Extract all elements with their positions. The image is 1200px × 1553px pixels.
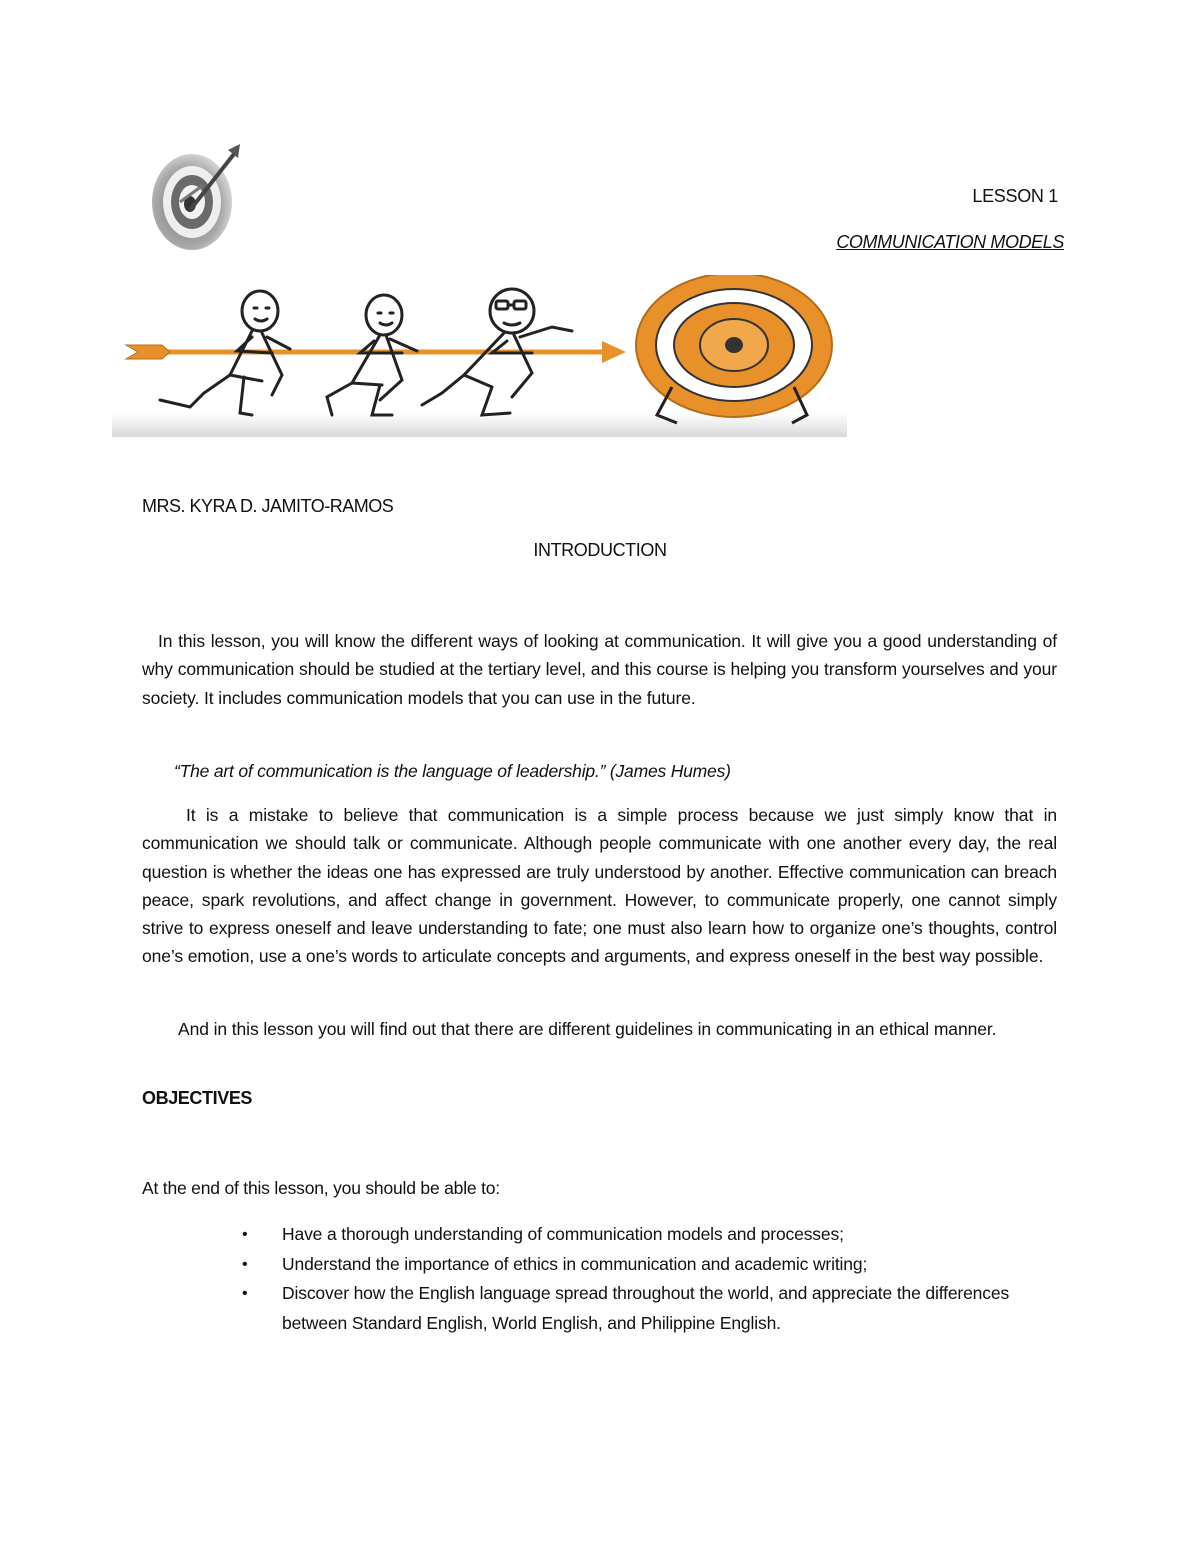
bullet-icon: • <box>242 1285 248 1302</box>
list-item <box>240 1279 1050 1338</box>
objectives-heading: OBJECTIVES <box>142 1088 253 1108</box>
lesson-title: COMMUNICATION MODELS <box>836 232 1064 252</box>
introduction-paragraph-2: It is a mistake to believe that communication is a simple process because we just simply know that in communication we should talk or communicate. Although people communicate with one another every day, the real question is whether the ideas one has expressed are truly understood by another. Effective communication can breach peace, spark revolutions, and affect change in government. However, to communicate properly, one cannot simply strive to express oneself and leave understanding to fate; one must also learn how to organize one’s thoughts, control one’s emotion, use a one’s words to articulate concepts and arguments, and express oneself in the best way possible. <box>142 805 1057 967</box>
objective-text: Have a thorough understanding of communication models and processes; <box>282 1224 844 1244</box>
list-item <box>240 1220 1050 1250</box>
bullet-icon: • <box>242 1226 248 1243</box>
people-carrying-arrow-to-target-icon <box>112 275 847 437</box>
bullet-icon: • <box>242 1255 248 1273</box>
lesson-number: LESSON 1 <box>972 186 1058 206</box>
target-with-dart-icon <box>140 140 260 252</box>
list-item <box>240 1250 1050 1280</box>
introduction-paragraph-3: And in this lesson you will find out that there are different guidelines in communicating in an ethical manner. <box>178 1019 997 1039</box>
objective-text: Discover how the English language spread throughout the world, and appreciate the differences between Standard English, World English, and Philippine English. <box>282 1283 1010 1333</box>
objectives-list <box>240 1220 1050 1338</box>
objective-text: Understand the importance of ethics in communication and academic writing; <box>282 1253 868 1274</box>
leadership-quote: “The art of communication is the language of leadership.” (James Humes) <box>174 761 731 781</box>
objectives-intro: At the end of this lesson, you should be able to: <box>142 1178 500 1198</box>
introduction-paragraph-1: In this lesson, you will know the different ways of looking at communication. It will give you a good understanding of why communication should be studied at the tertiary level, and this course is helping you transform yourselves and your society. It includes communication models that you can use in the future. <box>142 631 1057 708</box>
author-name: MRS. KYRA D. JAMITO-RAMOS <box>142 496 394 516</box>
introduction-heading: INTRODUCTION <box>533 540 667 560</box>
